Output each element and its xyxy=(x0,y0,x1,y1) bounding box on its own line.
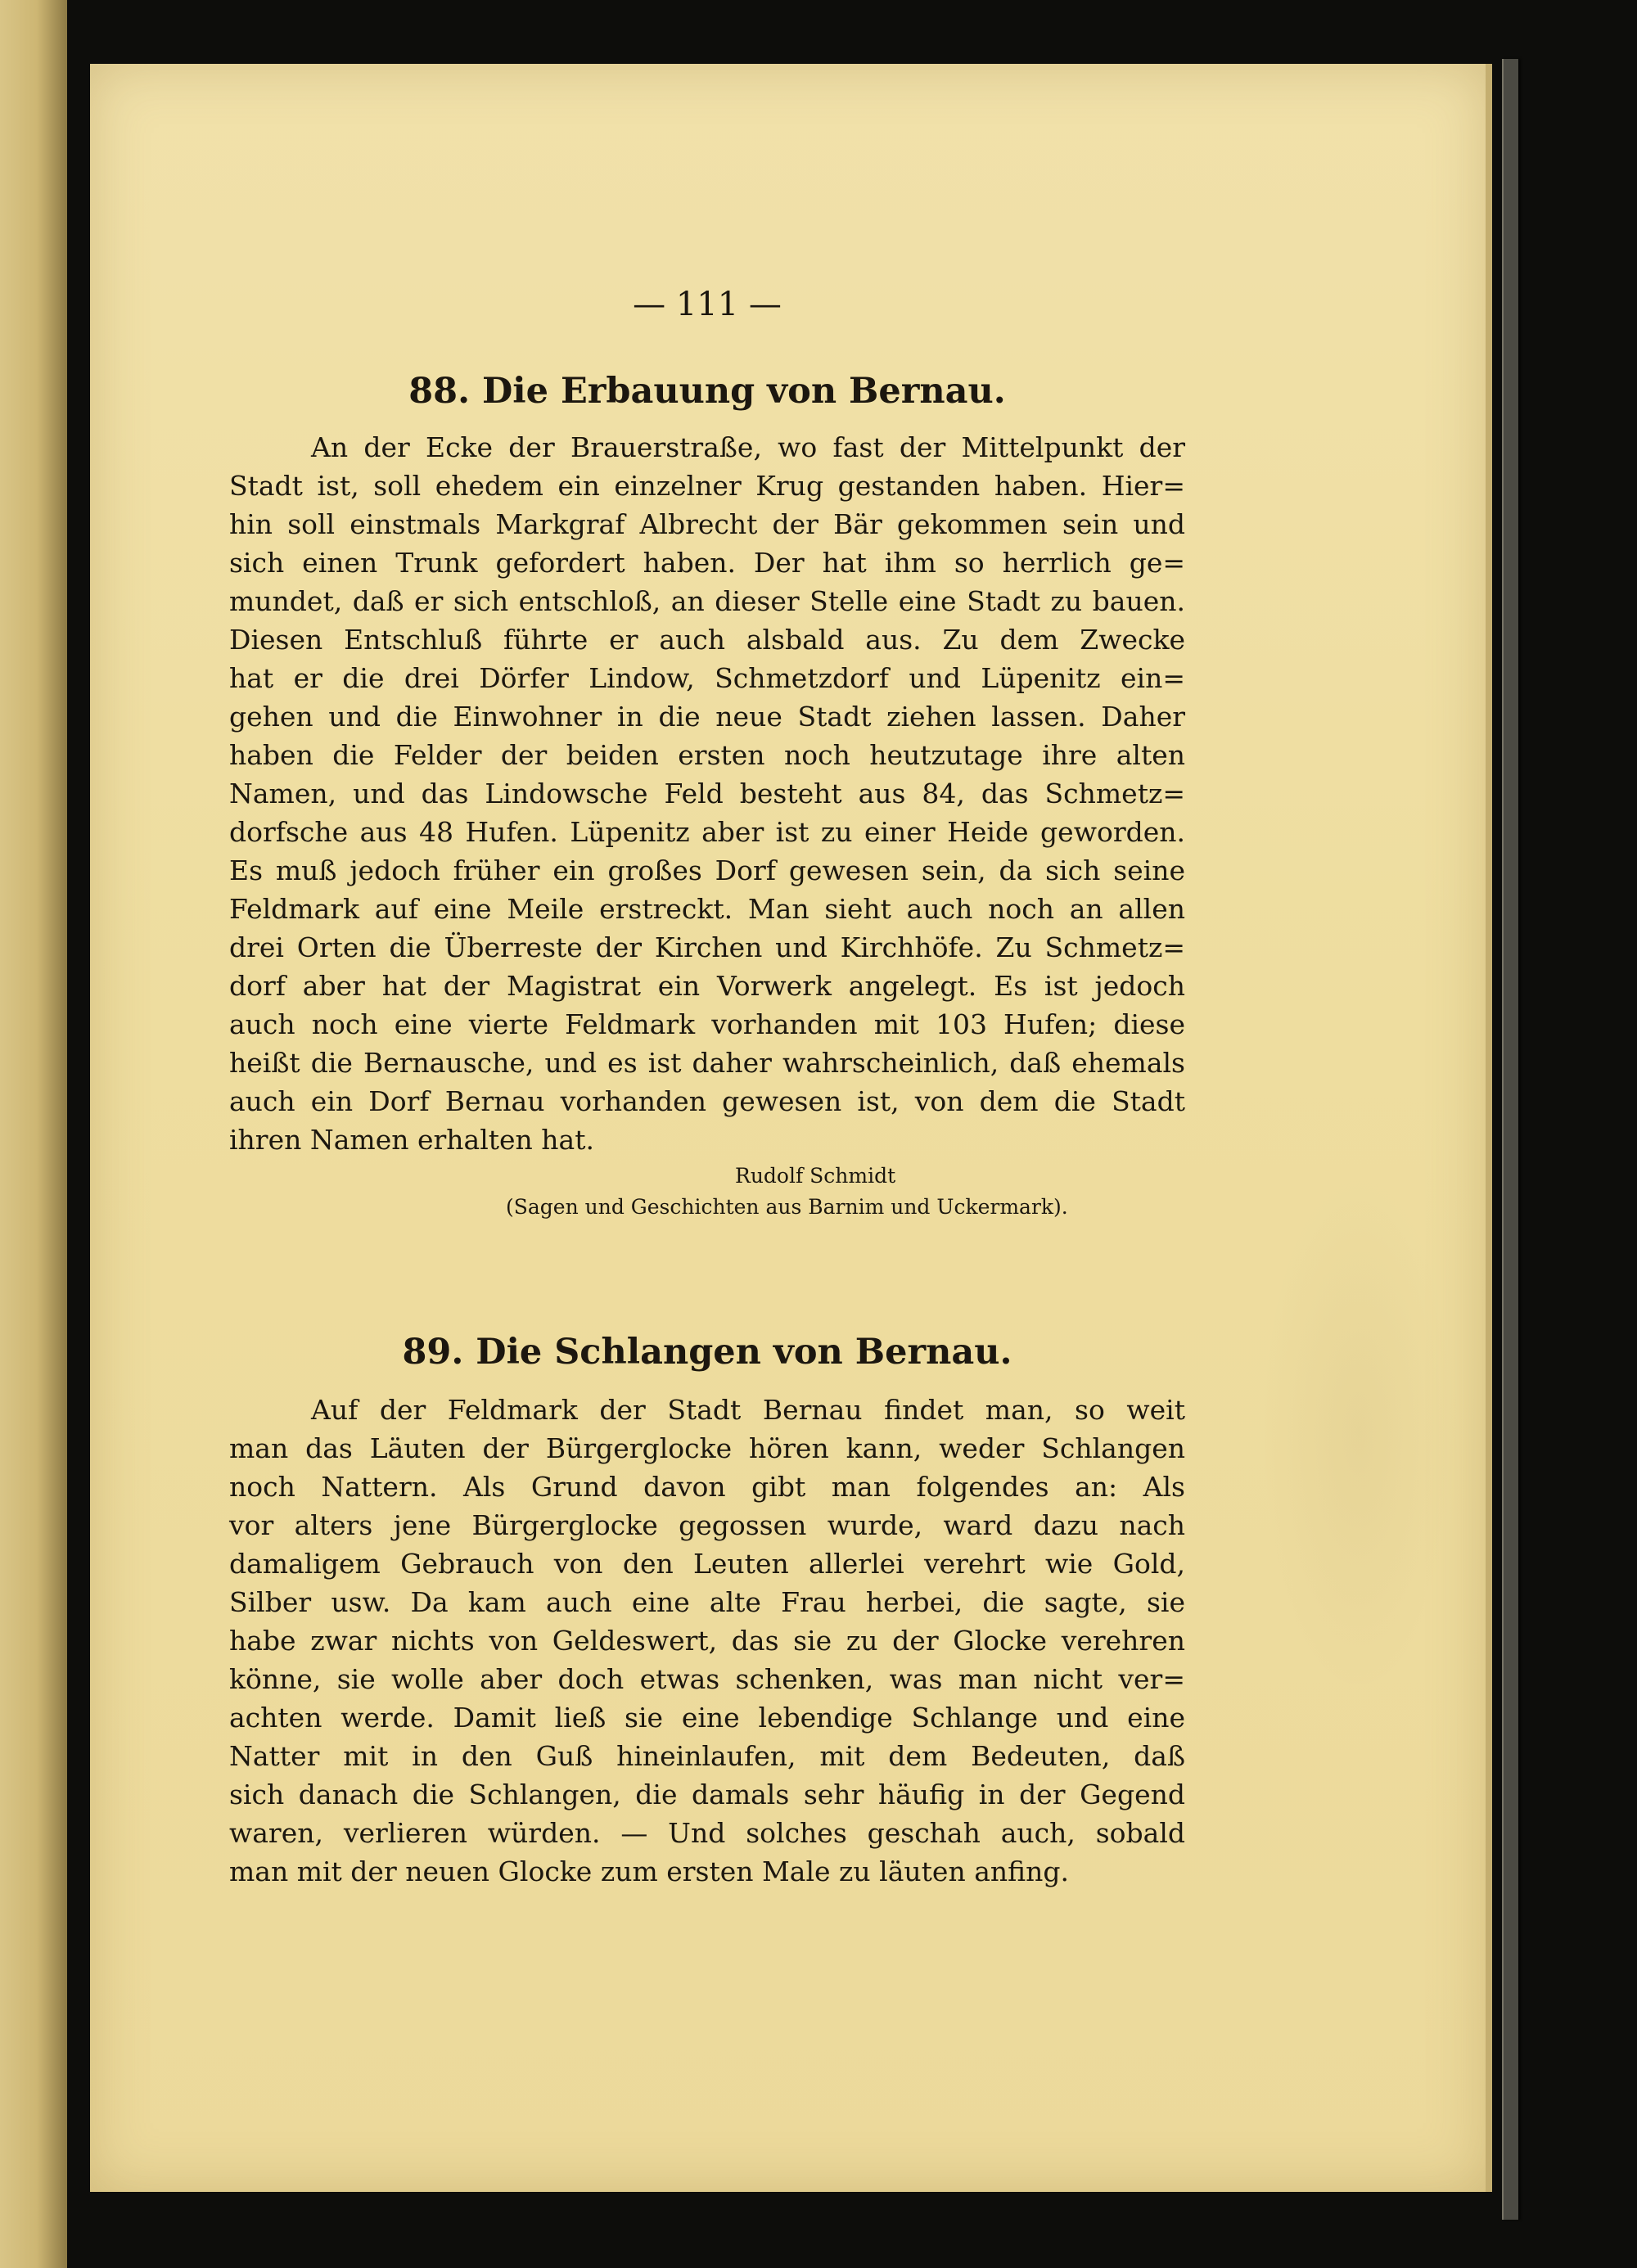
page-number: — 111 — xyxy=(633,286,782,323)
text-line: vor alters jene Bürgerglocke gegossen wurde, ward dazu nach xyxy=(229,1509,1185,1541)
text-line: Stadt ist, soll ehedem ein einzelner Krug gestanden haben. Hier= xyxy=(229,470,1185,502)
text-line: sich einen Trunk gefordert haben. Der hat ihm so herrlich ge= xyxy=(229,547,1185,579)
section-body xyxy=(229,428,1185,1159)
text-line: damaligem Gebrauch von den Leuten allerlei verehrt wie Gold, xyxy=(229,1548,1185,1580)
left-page-edge xyxy=(0,0,67,2268)
text-line: Es muß jedoch früher ein großes Dorf gewesen sein, da sich seine xyxy=(229,854,1185,886)
text-line: An der Ecke der Brauerstraße, wo fast der Mittelpunkt der xyxy=(311,431,1185,463)
attribution xyxy=(229,1161,1185,1223)
book-cover-edge xyxy=(1502,59,1518,2220)
text-line: Feldmark auf eine Meile erstreckt. Man sieht auch noch an allen xyxy=(229,893,1185,925)
text-line: auch noch eine vierte Feldmark vorhanden mit 103 Hufen; diese xyxy=(229,1008,1185,1040)
text-line: Silber usw. Da kam auch eine alte Frau herbei, die sagte, sie xyxy=(229,1586,1185,1618)
source-citation: (Sagen und Geschichten aus Barnim und Uckermark). xyxy=(506,1195,1068,1219)
paper-stain xyxy=(1260,1170,1457,1694)
text-line: waren, verlieren würden. — Und solches geschah auch, sobald xyxy=(229,1817,1185,1849)
section-88 xyxy=(229,370,1185,1223)
text-line: achten werde. Damit ließ sie eine lebendige Schlange und eine xyxy=(229,1702,1185,1734)
text-line: noch Nattern. Als Grund davon gibt man folgendes an: Als xyxy=(229,1471,1185,1503)
text-line: drei Orten die Überreste der Kirchen und Kirchhöfe. Zu Schmetz= xyxy=(229,931,1185,963)
text-line: dorf aber hat der Magistrat ein Vorwerk angelegt. Es ist jedoch xyxy=(229,970,1185,1002)
text-line: Natter mit in den Guß hineinlaufen, mit dem Bedeuten, daß xyxy=(229,1740,1185,1772)
text-line: dorfsche aus 48 Hufen. Lüpenitz aber ist zu einer Heide geworden. xyxy=(229,816,1185,848)
text-line: heißt die Bernausche, und es ist daher wahrscheinlich, daß ehemals xyxy=(229,1047,1185,1079)
text-line: hat er die drei Dörfer Lindow, Schmetzdorf und Lüpenitz ein= xyxy=(229,662,1185,694)
text-line: ihren Namen erhalten hat. xyxy=(229,1124,594,1156)
section-heading: 88. Die Erbauung von Bernau. xyxy=(408,371,1006,412)
text-line: sich danach die Schlangen, die damals sehr häufig in der Gegend xyxy=(229,1779,1185,1810)
section-heading: 89. Die Schlangen von Bernau. xyxy=(402,1332,1012,1373)
text-line: habe zwar nichts von Geldeswert, das sie zu der Glocke verehren xyxy=(229,1625,1185,1657)
text-line: hin soll einstmals Markgraf Albrecht der Bär gekommen sein und xyxy=(229,508,1185,540)
author-name: Rudolf Schmidt xyxy=(735,1164,896,1188)
section-body xyxy=(229,1391,1185,1891)
text-line: Diesen Entschluß führte er auch alsbald aus. Zu dem Zwecke xyxy=(229,624,1185,656)
text-line: könne, sie wolle aber doch etwas schenken, was man nicht ver= xyxy=(229,1663,1185,1695)
text-line: man das Läuten der Bürgerglocke hören kann, weder Schlangen xyxy=(229,1432,1185,1464)
section-89 xyxy=(229,1331,1185,1891)
text-line: Namen, und das Lindowsche Feld besteht aus 84, das Schmetz= xyxy=(229,778,1185,809)
text-line: mundet, daß er sich entschloß, an dieser Stelle eine Stadt zu bauen. xyxy=(229,585,1185,617)
text-line: gehen und die Einwohner in die neue Stadt ziehen lassen. Daher xyxy=(229,701,1185,733)
text-line: auch ein Dorf Bernau vorhanden gewesen ist, von dem die Stadt xyxy=(229,1085,1185,1117)
text-line: haben die Felder der beiden ersten noch heutzutage ihre alten xyxy=(229,739,1185,771)
text-line: man mit der neuen Glocke zum ersten Male zu läuten anfing. xyxy=(229,1855,1069,1887)
text-line: Auf der Feldmark der Stadt Bernau findet man, so weit xyxy=(311,1394,1185,1426)
